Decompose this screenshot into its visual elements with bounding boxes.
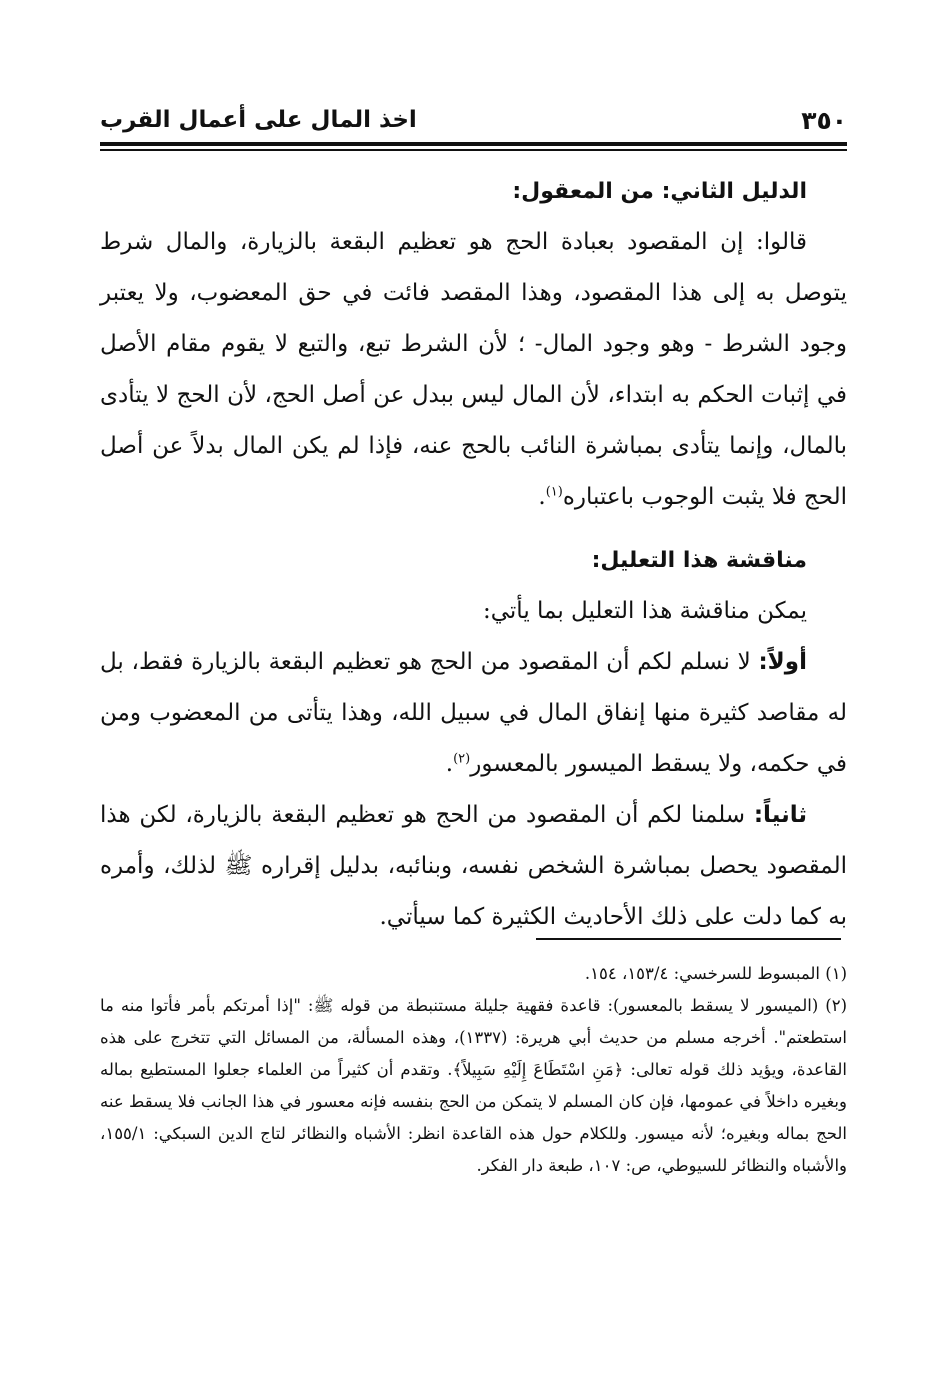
paragraph-intro: يمكن مناقشة هذا التعليل بما يأتي:: [482, 598, 807, 624]
section-heading-discussion: مناقشة هذا التعليل:: [591, 548, 807, 573]
page-header: [100, 104, 847, 136]
paragraph-argument: [100, 217, 847, 523]
point-2-lead: ثانياً:: [753, 802, 807, 828]
footnote-ref-2: (٢): [453, 751, 471, 767]
footnote-1: (١) المبسوط للسرخسي: ١٥٣/٤، ١٥٤.: [584, 964, 847, 983]
header-rule-thin: [100, 149, 847, 151]
paragraph-point-2: [100, 790, 847, 943]
main-text: [100, 166, 847, 943]
paragraph-point-1: [100, 637, 847, 790]
footnote-ref-1: (١): [545, 484, 563, 500]
point-2-text: سلمنا لكم أن المقصود من الحج هو تعظيم البقعة بالزيارة، لكن هذا المقصود يحصل بمباشرة الشخص نفسه، وبنائبه، بدليل إقراره ﷺ لذلك، وأمره به كما دلت على ذلك الأحاديث الكثيرة كما سيأتي.: [100, 802, 847, 930]
point-1-text: لا نسلم لكم أن المقصود من الحج هو تعظيم البقعة بالزيارة فقط، بل له مقاصد كثيرة منها إنفاق المال في سبيل الله، وهذا يتأتى من المعضوب ومن في حكمه، ولا يسقط الميسور بالمعسور: [100, 649, 847, 777]
section-heading-rational-evidence: الدليل الثاني: من المعقول:: [512, 179, 807, 204]
header-rule-thick: [100, 142, 847, 146]
point-1-lead: أولاً:: [758, 649, 807, 675]
footnote-separator: [536, 938, 841, 940]
point-1-end: .: [445, 751, 454, 777]
footnotes: [100, 958, 847, 1182]
footnote-2: (٢) (الميسور لا يسقط بالمعسور): قاعدة فقهية جليلة مستنبطة من قوله ﷺ: "إذا أمرتكم بأمر فأتوا منه ما استطعتم". أخرجه مسلم من حديث أبي هريرة: (١٣٣٧)، وهذه المسألة، من المسائل التي تتخرج على هذه القاعدة، ويؤيد ذلك قوله تعالى: ﴿مَنِ اسْتَطَاعَ إِلَيْهِ سَبِيلاً﴾. وتقدم أن كثيراً من العلماء جعلوا المستطيع بماله وبغيره داخلاً في عمومها، فإن كان المسلم لا يتمكن من الحج بنفسه فإنه معسور في هذا الجانب فلا يسقط عنه الحج بماله وبغيره؛ لأنه ميسور. وللكلام حول هذه القاعدة انظر: الأشباه والنظائر لتاج الدين السبكي: ١٥٥/١، والأشباه والنظائر للسيوطي، ص: ١٠٧، طبعة دار الفكر.: [100, 996, 847, 1175]
running-title: اخذ المال على أعمال القرب: [100, 107, 417, 133]
paragraph-text: قالوا: إن المقصود بعبادة الحج هو تعظيم البقعة بالزيارة، والمال شرط يتوصل به إلى هذا المقصود، وهذا المقصد فائت في حق المعضوب، ولا يعتبر وجود الشرط - وهو وجود المال- ؛ لأن الشرط تبع، والتبع لا يقوم مقام الأصل في إثبات الحكم به ابتداء، لأن المال ليس ببدل عن أصل الحج، لأن الحج لا يتأدى بالمال، وإنما يتأدى بمباشرة النائب بالحج عنه، فإذا لم يكن المال بدلاً عن أصل الحج فلا يثبت الوجوب باعتباره: [100, 229, 847, 510]
page-number: ٣٥٠: [801, 105, 847, 135]
paragraph-end: .: [538, 484, 546, 510]
